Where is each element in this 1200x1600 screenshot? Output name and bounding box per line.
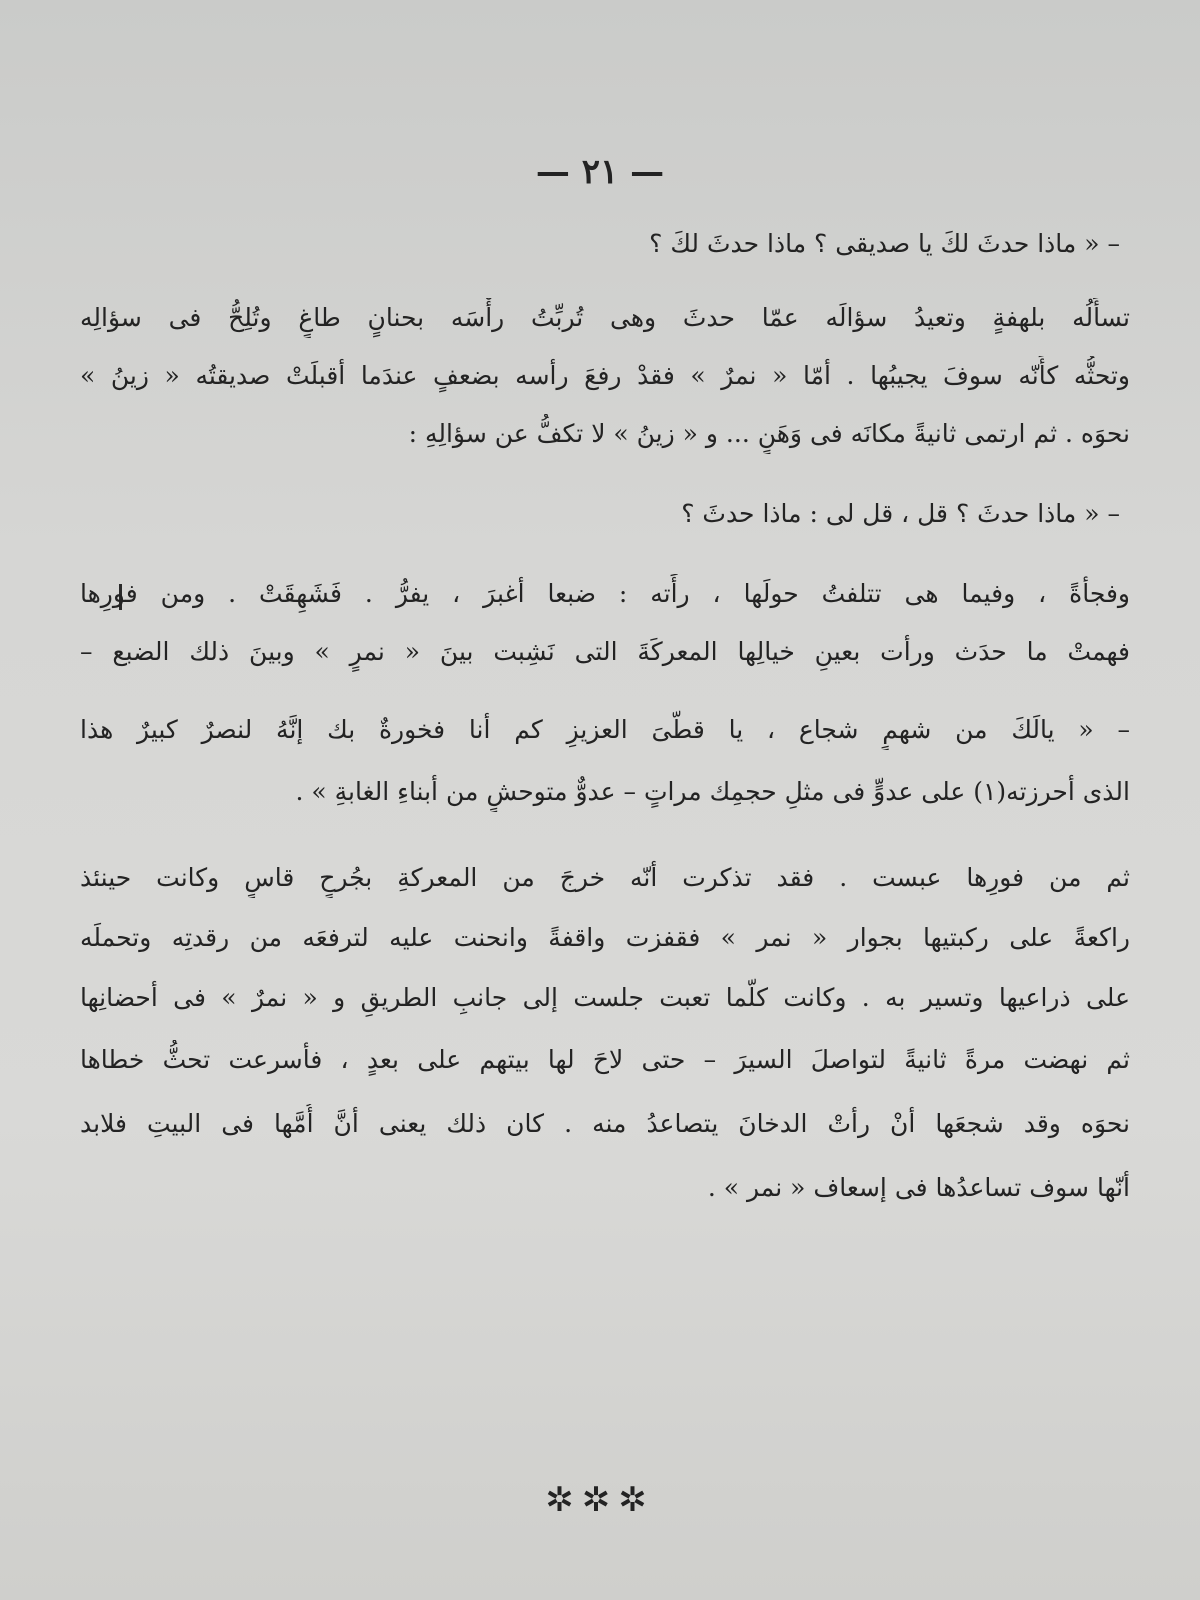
text-line-4: نحوَه . ثم ارتمى ثانيةً مكانَه فى وَهَنٍ ... و « زينُ » لا تكفُّ عن سؤالِهِ : [408, 419, 1130, 448]
text-line-1: – « ماذا حدثَ لكَ يا صديقى ؟ ماذا حدثَ لكَ ؟ [649, 229, 1120, 258]
text-line-13: ثم نهضت مرةً ثانيةً لتواصلَ السيرَ – حتى لاحَ لها بيتهم على بعدٍ ، فأسرعت تحثُّ خطاها [80, 1045, 1130, 1074]
text-line-2: تسأَلُه بلهفةٍ وتعيدُ سؤالَه عمّا حدثَ وهى تُربِّتُ رأْسَه بحنانٍ طاغٍ وتُلِحُّ فى سؤالِه [80, 303, 1130, 332]
section-ornament: ✲✲✲ [545, 1480, 655, 1520]
text-line-7: فهمتْ ما حدَث ورأت بعينِ خيالِها المعركَةَ التى نَشِبت بينَ « نمرٍ » وبينَ ذلك الضبع – [80, 637, 1130, 666]
text-line-15: أنّها سوف تساعدُها فى إسعاف « نمر » . [707, 1173, 1130, 1202]
text-line-14: نحوَه وقد شجعَها أنْ رأتْ الدخانَ يتصاعدُ منه . كان ذلك يعنى أنَّ أُمَّها فى البيتِ فلابد [80, 1109, 1130, 1138]
text-line-10: ثم من فورِها عبست . فقد تذكرت أنّه خرجَ من المعركةِ بجُرحٍ قاسٍ وكانت حينئذ [80, 863, 1130, 892]
text-line-3: وتحثُّه كأَنّه سوفَ يجيبُها . أمّا « نمرٌ » فقدْ رفعَ رأسه بضعفٍ عندَما أقبلَتْ صديقتُه « زينُ » [80, 361, 1130, 390]
text-line-6: وفجأةً ، وفيما هى تتلفتُ حولَها ، رأَته : ضبعا أغبرَ ، يفرُّ . فَشَهِقَتْ . ومن فورِها [80, 579, 1130, 608]
text-line-11: راكعةً على ركبتيها بجوار « نمر » فقفزت واقفةً وانحنت عليه لترفعَه من رقدتِه وتحملَه [80, 923, 1130, 952]
text-line-8: – « يالَكَ من شهمٍ شجاع ، يا قطّىَ العزيزِ كم أنا فخورةٌ بك إنَّهُ لنصرٌ كبيرٌ هذا [80, 715, 1130, 744]
page-number: — ٢١ — [535, 152, 665, 192]
text-line-5: – « ماذا حدثَ ؟ قل ، قل لى : ماذا حدثَ ؟ [681, 499, 1120, 528]
text-line-12: على ذراعيها وتسير به . وكانت كلّما تعبت جلست إلى جانبِ الطريقِ و « نمرٌ » فى أحضانِها [80, 983, 1130, 1012]
text-line-9: الذى أحرزته(١) على عدوٍّ فى مثلِ حجمِك مراتٍ – عدوٌّ متوحشٍ من أبناءِ الغابةِ » . [295, 777, 1130, 806]
